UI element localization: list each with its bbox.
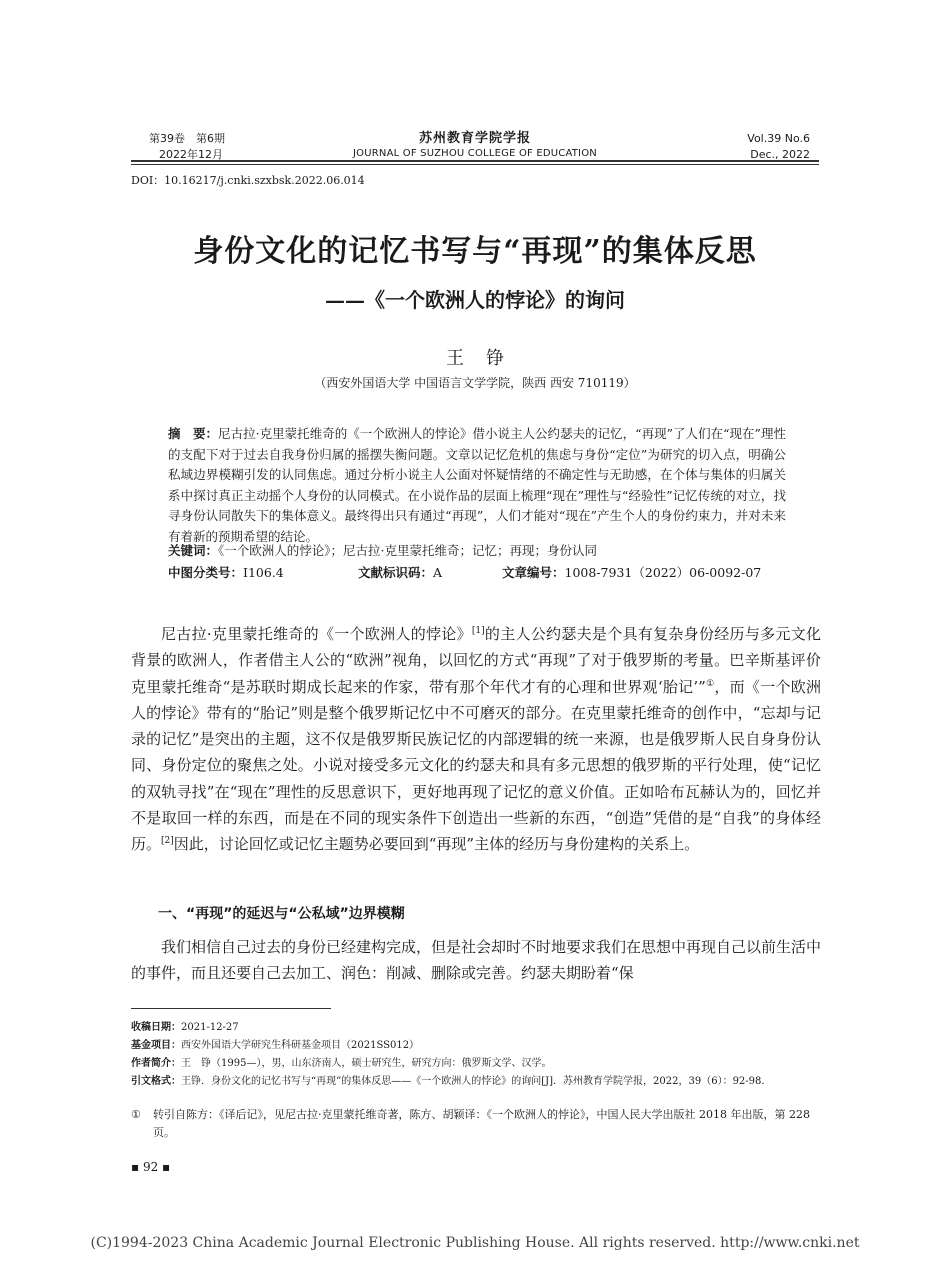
header-volume-en bbox=[747, 131, 810, 163]
keywords bbox=[168, 541, 786, 561]
author-name: 王铮 bbox=[446, 348, 526, 369]
date-cn: 2022年12月 bbox=[159, 148, 223, 161]
bio-value: 王 铮（1995—），男，山东济南人，硕士研究生，研究方向：俄罗斯文学、汉学。 bbox=[181, 1058, 552, 1069]
citation-2[interactable]: [2] bbox=[161, 836, 174, 847]
body-paragraph-1 bbox=[131, 621, 821, 858]
p1-part-d: 因此，讨论回忆或记忆主题势必要回到“再现”主体的经历与身份建构的关系上。 bbox=[173, 835, 700, 854]
art-value: 1008-7931（2022）06-0092-07 bbox=[564, 565, 762, 580]
doc-value: A bbox=[433, 565, 443, 580]
fund-info bbox=[131, 1037, 821, 1055]
article-number bbox=[502, 563, 761, 583]
author-bio bbox=[131, 1055, 821, 1073]
received-label: 收稿日期： bbox=[131, 1022, 181, 1033]
doi: DOI：10.16217/j.cnki.szxbsk.2022.06.014 bbox=[131, 174, 365, 187]
footnote-mark: ① bbox=[131, 1108, 141, 1121]
citation-1[interactable]: [1] bbox=[471, 626, 485, 636]
volume-en: Vol.39 No.6 bbox=[747, 132, 810, 145]
art-label: 文章编号： bbox=[502, 565, 565, 580]
cite-value: 王铮．身份文化的记忆书写与“再现”的集体反思——《一个欧洲人的悖论》的询问[J]．苏州教育学院学报，2022，39（6）：92-98． bbox=[181, 1076, 772, 1087]
footnote-ref-1[interactable]: ① bbox=[705, 678, 715, 689]
abstract-text: 尼古拉·克里蒙托维奇的《一个欧洲人的悖论》借小说主人公约瑟夫的记忆，“再现”了人们在“现在”理性的支配下对于过去自我身份归属的摇摆失衡问题。文章以记忆危机的焦虑与身份“定位”为研究的切入点，明确公私域边界模糊引发的认同焦虑。通过分析小说主人公面对怀疑情绪的不确定性与无助感，在个体与集体的归属关系中探讨真正主动摇个人身份的认同模式。在小说作品的层面上梳理“现在”理性与“经验性”记忆传统的对立，找寻身份认同散失下的集体意义。最终得出只有通过“再现”，人们才能对“现在”产生个人的身份约束力，并对未来有着新的预期希望的结论。 bbox=[168, 426, 786, 544]
copyright-footer: (C)1994-2023 China Academic Journal Electronic Publishing House. All rights reserved. http://www.cnki.net bbox=[90, 1235, 860, 1251]
footnote-1 bbox=[131, 1106, 821, 1142]
page-number: ▪ 92 ▪ bbox=[131, 1160, 171, 1174]
doc-label: 文献标识码： bbox=[358, 565, 434, 580]
article-subtitle: ——《一个欧洲人的悖论》的询问 bbox=[325, 288, 625, 312]
clc-code bbox=[168, 563, 284, 583]
abstract-label: 摘 要： bbox=[168, 426, 219, 441]
bio-label: 作者简介： bbox=[131, 1058, 181, 1069]
volume-cn: 第39卷 bbox=[149, 132, 185, 145]
cite-label: 引文格式： bbox=[131, 1076, 181, 1087]
citation-format bbox=[131, 1073, 821, 1091]
clc-value: I106.4 bbox=[243, 565, 284, 580]
footnote-rule bbox=[131, 1008, 331, 1009]
date-en: Dec., 2022 bbox=[750, 148, 810, 161]
journal-title-cn: 苏州教育学院学报 bbox=[418, 131, 531, 146]
header-rule-thick bbox=[131, 160, 819, 162]
fund-value: 西安外国语大学研究生科研基金项目（2021SS012） bbox=[181, 1040, 420, 1051]
author-affiliation: （西安外国语大学 中国语言文学学院，陕西 西安 710119） bbox=[314, 376, 636, 390]
clc-label: 中图分类号： bbox=[168, 565, 244, 580]
fund-label: 基金项目： bbox=[131, 1040, 181, 1051]
issue-cn: 第6期 bbox=[196, 132, 225, 145]
p1-part-b: 的主人公约瑟夫是个具有复杂身份经历与多元文化背景的欧洲人，作者借主人公的“欧洲”视角，以回忆的方式“再现”了对于俄罗斯的考量。巴辛斯基评价克里蒙托维奇“是苏联时期成长起来的作家，带有那个年代才有的心理和世界观‘胎记’” bbox=[131, 625, 821, 696]
section-heading-1: 一、“再现”的延迟与“公私域”边界模糊 bbox=[158, 906, 405, 922]
footnote-text: 转引自陈方：《译后记》，见尼古拉·克里蒙托维奇著，陈方、胡颖译：《一个欧洲人的悖论》，中国人民大学出版社 2018 年出版，第 228 页。 bbox=[153, 1108, 810, 1139]
abstract bbox=[168, 424, 786, 547]
body-paragraph-2: 我们相信自己过去的身份已经建构完成，但是社会却时不时地要求我们在思想中再现自己以前生活中的事件，而且还要自己去加工、润色：削减、删除或完善。约瑟夫期盼着“保 bbox=[131, 938, 822, 983]
keywords-label: 关键词： bbox=[168, 543, 219, 558]
doc-code bbox=[358, 563, 442, 583]
p1-part-a: 尼古拉·克里蒙托维奇的《一个欧洲人的悖论》 bbox=[161, 625, 472, 643]
article-title: 身份文化的记忆书写与“再现”的集体反思 bbox=[193, 234, 757, 269]
received-value: 2021-12-27 bbox=[181, 1022, 239, 1033]
header-rule-thin bbox=[131, 164, 819, 165]
journal-masthead bbox=[300, 131, 650, 161]
keywords-text: 《一个欧洲人的悖论》；尼古拉·克里蒙托维奇；记忆；再现；身份认同 bbox=[218, 543, 597, 558]
received-date bbox=[131, 1019, 821, 1037]
header-volume-info bbox=[149, 131, 225, 163]
journal-title-en: JOURNAL OF SUZHOU COLLEGE OF EDUCATION bbox=[353, 148, 597, 159]
p1-part-c: ，而《一个欧洲人的悖论》带有的“胎记”则是整个俄罗斯记忆中不可磨灭的部分。在克里蒙托维奇的创作中，“忘却与记录的记忆”是突出的主题，这不仅是俄罗斯民族记忆的内部逻辑的统一来源，也是俄罗斯人民自身身份认同、身份定位的聚焦之处。小说对接受多元文化的约瑟夫和具有多元思想的俄罗斯的平行处理，使“记忆的双轨寻找”在“现在”理性的反思意识下，更好地再现了记忆的意义价值。正如哈布瓦赫认为的，回忆并不是取回一样的东西，而是在不同的现实条件下创造出一些新的东西，“创造”凭借的是“自我”的身体经历。 bbox=[131, 677, 821, 854]
